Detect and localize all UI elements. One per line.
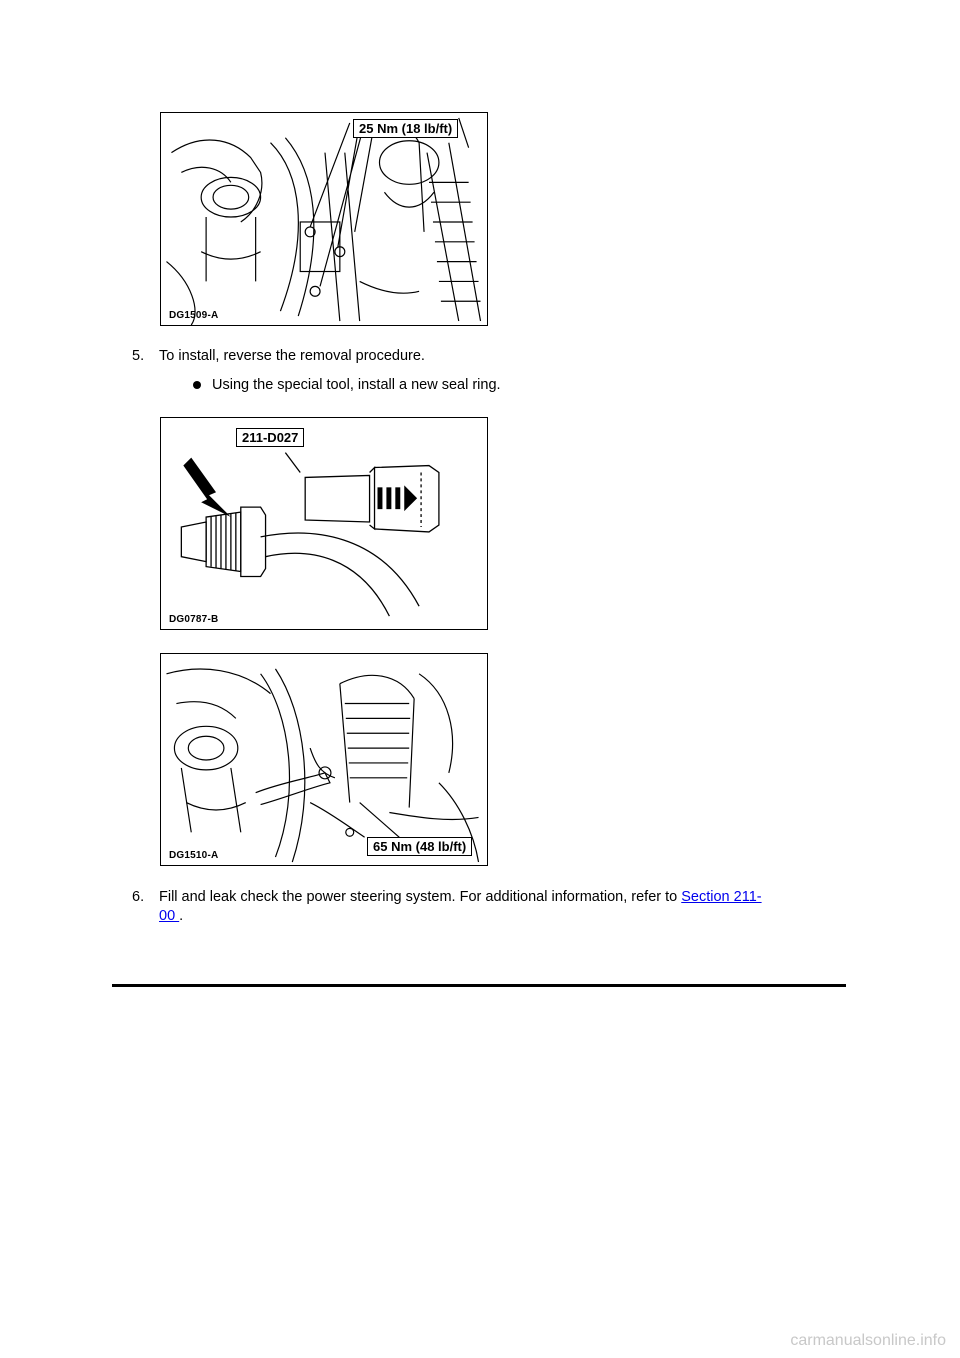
step-5: [132, 347, 832, 367]
watermark: carmanualsonline.info: [790, 1332, 946, 1349]
link-part-1[interactable]: Section 211-: [681, 889, 762, 905]
figure-engine-bolts: [160, 112, 488, 326]
step-text: To install, reverse the removal procedure.: [159, 348, 425, 364]
step-number: 5.: [132, 348, 145, 364]
step-text: [159, 888, 849, 926]
bullet-text: Using the special tool, install a new seal ring.: [212, 377, 501, 393]
figure-id-3: DG1510-A: [169, 850, 219, 861]
figure-engine-hose: [160, 653, 488, 866]
figure-id-1: DG1509-A: [169, 310, 219, 321]
bullet-icon: [193, 381, 201, 389]
engine-illustration-2: [161, 654, 487, 865]
step-number: 6.: [132, 889, 145, 905]
tool-callout: 211-D027: [236, 428, 304, 447]
step-text-line1: Fill and leak check the power steering system. For additional information, refer to: [159, 889, 682, 905]
figure-special-tool: [160, 417, 488, 630]
horizontal-rule: [112, 984, 846, 987]
torque-callout-2: 65 Nm (48 lb/ft): [367, 837, 472, 856]
engine-illustration-1: [161, 113, 487, 325]
torque-callout-1: 25 Nm (18 lb/ft): [353, 119, 458, 138]
figure-id-2: DG0787-B: [169, 614, 219, 625]
step-6: [132, 888, 852, 928]
link-part-2[interactable]: 00: [159, 908, 180, 924]
tool-illustration: [161, 418, 487, 629]
step-text-end: .: [179, 908, 184, 924]
bullet-item: [193, 376, 793, 396]
